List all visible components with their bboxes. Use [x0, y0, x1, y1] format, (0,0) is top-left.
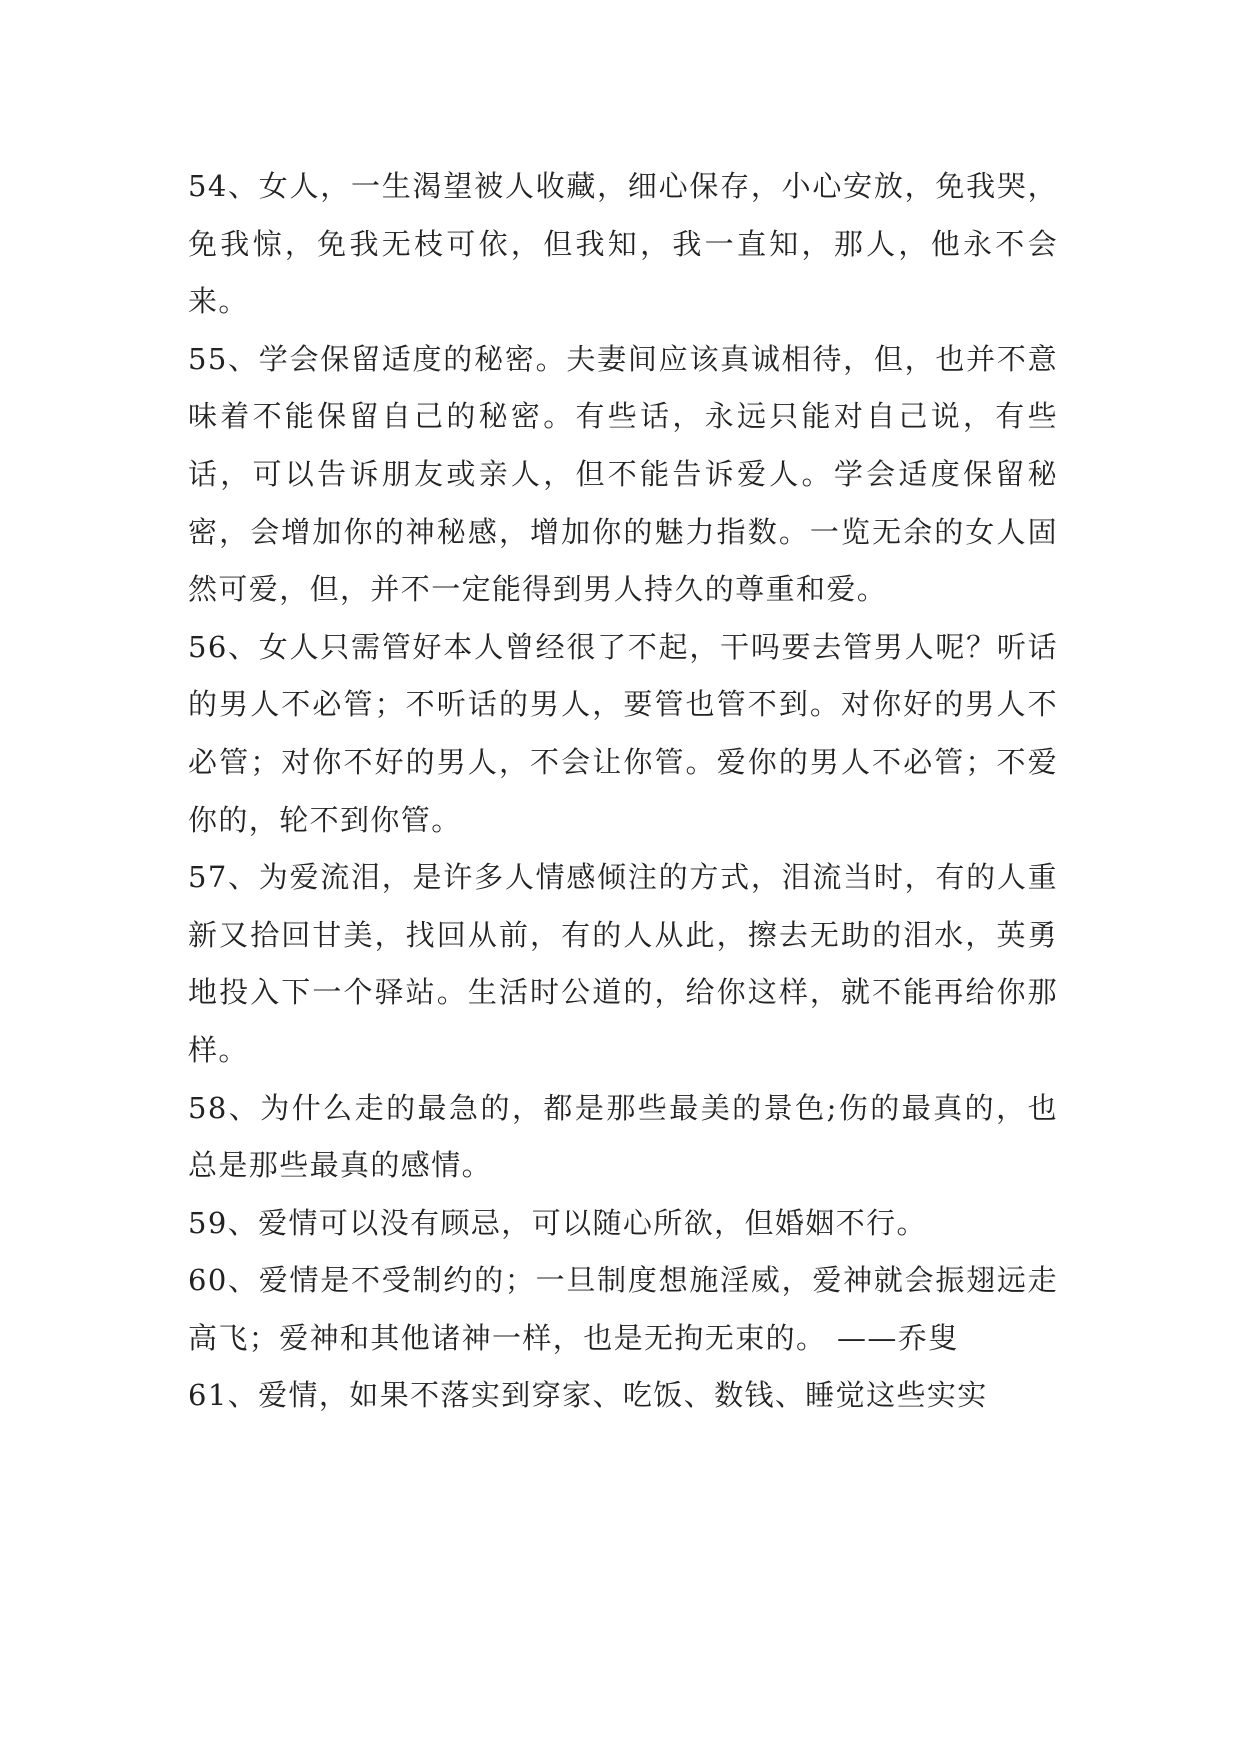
- paragraph-56: 56、女人只需管好本人曾经很了不起，干吗要去管男人呢？听话的男人不必管；不听话的男人，要管也管不到。对你好的男人不必管；对你不好的男人，不会让你管。爱你的男人不必管；不爱你的，轮不到你管。: [188, 629, 1058, 837]
- paragraph-57: 57、为爱流泪，是许多人情感倾注的方式，泪流当时，有的人重新又拾回甘美，找回从前，有的人从此，擦去无助的泪水，英勇地投入下一个驿站。生活时公道的，给你这样，就不能再给你那样。: [188, 860, 1058, 1067]
- paragraph-54: 54、女人，一生渴望被人收藏，细心保存，小心安放，免我哭，免我惊，免我无枝可依，但我知，我一直知，那人，他永不会来。: [188, 169, 1058, 319]
- paragraph-61: 61、爱情，如果不落实到穿家、吃饭、数钱、睡觉这些实实: [188, 1378, 988, 1413]
- paragraph-59: 59、爱情可以没有顾忌，可以随心所欲，但婚姻不行。: [188, 1205, 927, 1240]
- paragraph-58: 58、为什么走的最急的，都是那些最美的景色;伤的最真的，也总是那些最真的感情。: [188, 1090, 1058, 1183]
- paragraph-55: 55、学会保留适度的秘密。夫妻间应该真诚相待，但，也并不意味着不能保留自己的秘密。有些话，永远只能对自己说，有些话，可以告诉朋友或亲人，但不能告诉爱人。学会适度保留秘密，会增加你的神秘感，增加你的魅力指数。一览无余的女人固然可爱，但，并不一定能得到男人持久的尊重和爱。: [188, 341, 1058, 607]
- paragraph-60: 60、爱情是不受制约的；一旦制度想施淫威，爱神就会振翅远走高飞；爱神和其他诸神一样，也是无拘无束的。 ——乔叟: [188, 1263, 1058, 1355]
- document-body: [188, 158, 1058, 1425]
